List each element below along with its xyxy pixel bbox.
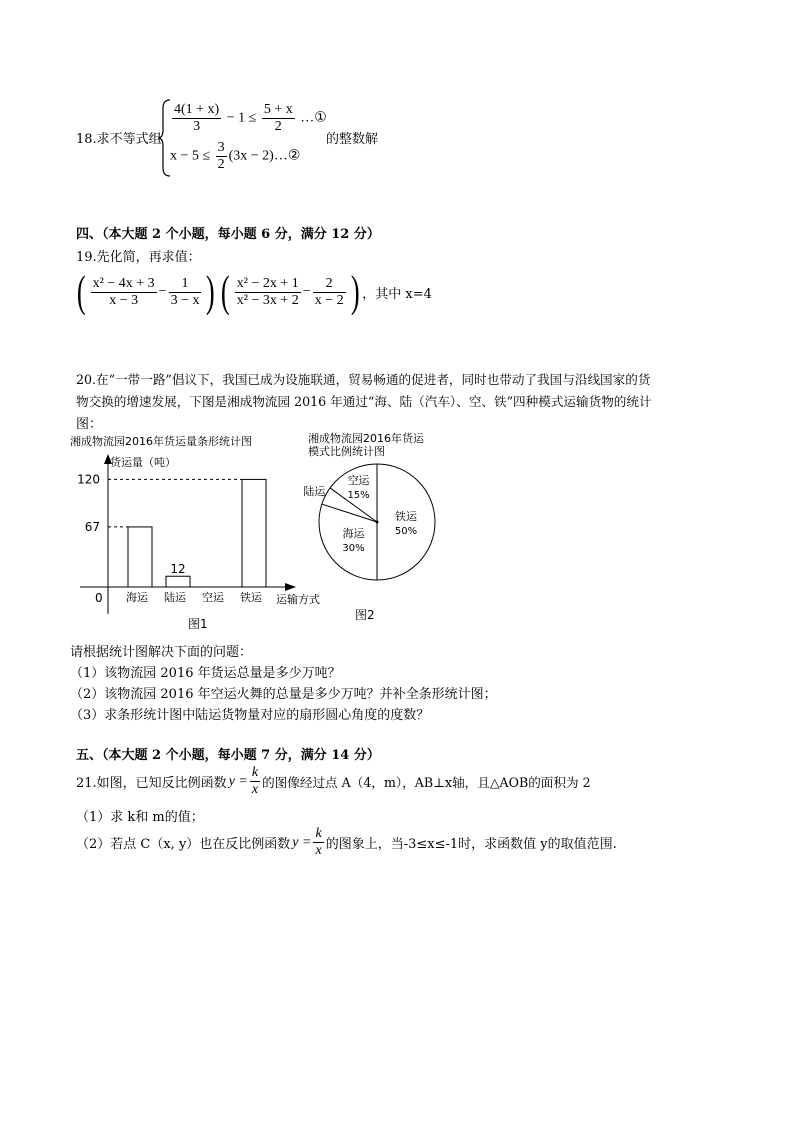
q20-line2: 物交换的增速发展，下图是湘成物流园 2016 年通过“海、陆（汽车）、空、铁”四种模式运输货物的统计: [76, 394, 652, 409]
pie-label-name: 铁运: [395, 510, 417, 523]
x-tick-label: 空运: [202, 591, 224, 604]
q21-intro: [76, 765, 591, 798]
q18-inequality-2: [170, 140, 300, 173]
q18-eq2-rhs: (3x − 2)…②: [228, 148, 301, 164]
q18-inequality-1: [170, 102, 327, 135]
pie-center: [376, 521, 379, 524]
q21-sub2-b: 的图象上，当-3≤x≤-1时，求函数值 y的取值范围.: [325, 837, 617, 852]
q21-sub1: （1）求 k和 m的值；: [76, 810, 204, 825]
q18-label: 18.求不等式组: [76, 132, 162, 147]
q18-eq1-tag: …①: [300, 110, 327, 126]
pie-label-name: 空运: [347, 473, 370, 487]
q18-eq2-frac-den: 2: [217, 157, 225, 172]
q21-func-num: k: [251, 765, 259, 780]
q19-title: 19.先化简，再求值：: [76, 250, 201, 265]
q18-eq1-lhs-den: 3: [193, 119, 201, 134]
q21-func-den: x: [251, 782, 259, 797]
pie-layer: [303, 464, 435, 580]
pie-label-percent: 15%: [347, 489, 370, 501]
section5-heading: 五、（本大题 2 个小题，每小题 7 分，满分 14 分）: [76, 748, 380, 763]
section4-heading: 四、（本大题 2 个小题，每小题 6 分，满分 12 分）: [76, 227, 380, 242]
pie-label-percent: 30%: [342, 543, 365, 555]
q20-line3: 图：: [76, 417, 103, 432]
q19-condition: ，其中 x=4: [362, 286, 432, 302]
q19-f2-den: 3 − x: [170, 292, 200, 308]
q18-eq2-frac-num: 3: [217, 140, 225, 155]
origin-label: 0: [95, 591, 103, 605]
q19-f1-den: x − 3: [109, 292, 139, 308]
q21-sub2-a: （2）若点 C（x, y）也在反比例函数: [76, 837, 291, 852]
q21-intro-a: 21.如图，已知反比例函数: [76, 776, 227, 791]
x-tick-label: 海运: [126, 591, 148, 604]
bar-海运: [128, 527, 152, 587]
q19-f4-den: x − 2: [314, 292, 344, 308]
q20-sub3: （3）求条形统计图中陆运货物量对应的扇形圆心角度的度数？: [70, 708, 430, 723]
q19-f3-num: x² − 2x + 1: [236, 275, 299, 291]
q21-intro-b: 的图像经过点 A（4，m），AB⊥x轴，且△AOB的面积为 2: [262, 775, 591, 790]
q21-sub2-func-lhs: y =: [292, 834, 312, 850]
q18-eq1-rhs-den: 2: [274, 119, 282, 134]
q20-sub1: （1）该物流园 2016 年货运总量是多少万吨？: [70, 666, 341, 681]
bar-铁运: [242, 479, 266, 587]
q21-sub2: [76, 826, 617, 859]
bar-陆运: [166, 576, 190, 587]
q20-prompt: 请根据统计图解决下面的问题：: [70, 645, 253, 660]
x-tick-label: 铁运: [240, 591, 262, 604]
q18-suffix: 的整数解: [326, 132, 379, 147]
q19-expression: ( $\frac{\text{x² − 4x + 3}}{x - 3}$ − $\frac{1}{3 - x}$ ) ( $\frac{\text{x² − 2x + 1}}{\text{x² − 3x + 2}}$ − $\frac{2}{x - 2}$ ) ，其中 x=4: [76, 267, 432, 316]
q21-sub2-func-num: k: [315, 826, 322, 841]
q18-eq1-rhs-num: 5 + x: [263, 102, 293, 117]
q18-eq1-lhs-num: 4(1 + x): [174, 102, 220, 117]
bar-chart-caption: 图1: [188, 617, 208, 631]
q18-eq1-mid: − 1 ≤: [226, 110, 257, 126]
q19-f3-den: x² − 3x + 2: [236, 292, 299, 308]
bar-chart-ylabel: 货运量（吨）: [110, 456, 176, 469]
pie-chart: [300, 427, 460, 627]
pie-label-name: 海运: [342, 527, 365, 541]
bars-layer: [77, 472, 266, 604]
q21-sub2-func-den: x: [315, 843, 322, 858]
q18-eq2-lhs: x − 5 ≤: [170, 148, 211, 164]
pie-chart-caption: 图2: [355, 608, 375, 622]
bar-value-label: 12: [170, 562, 186, 577]
x-axis-arrow: [285, 583, 296, 591]
pie-chart-title-line1: 湘成物流园2016年货运: [308, 432, 424, 445]
q20-sub2: （2）该物流园 2016 年空运火舞的总量是多少万吨？并补全条形统计图；: [70, 687, 497, 702]
q21-func-lhs: y =: [228, 773, 248, 789]
bar-chart-xlabel: 运输方式: [276, 593, 320, 606]
y-value-label: 67: [84, 519, 100, 534]
x-tick-label: 陆运: [164, 591, 186, 604]
q20-line1: 20.在“一带一路”倡议下，我国已成为设施联通，贸易畅通的促进者，同时也带动了我国与沿线国家的货: [76, 372, 651, 387]
q19-f4-num: 2: [313, 276, 346, 293]
pie-chart-title-line2: 模式比例统计图: [308, 445, 385, 458]
pie-label-name: 陆运: [303, 485, 326, 499]
pie-label-percent: 50%: [394, 526, 418, 537]
q19-f1-num: x² − 4x + 3: [92, 275, 155, 291]
bar-chart-title: 湘成物流园2016年货运量条形统计图: [70, 435, 252, 448]
y-value-label: 120: [77, 472, 100, 487]
q19-f2-num: 1: [169, 276, 202, 293]
